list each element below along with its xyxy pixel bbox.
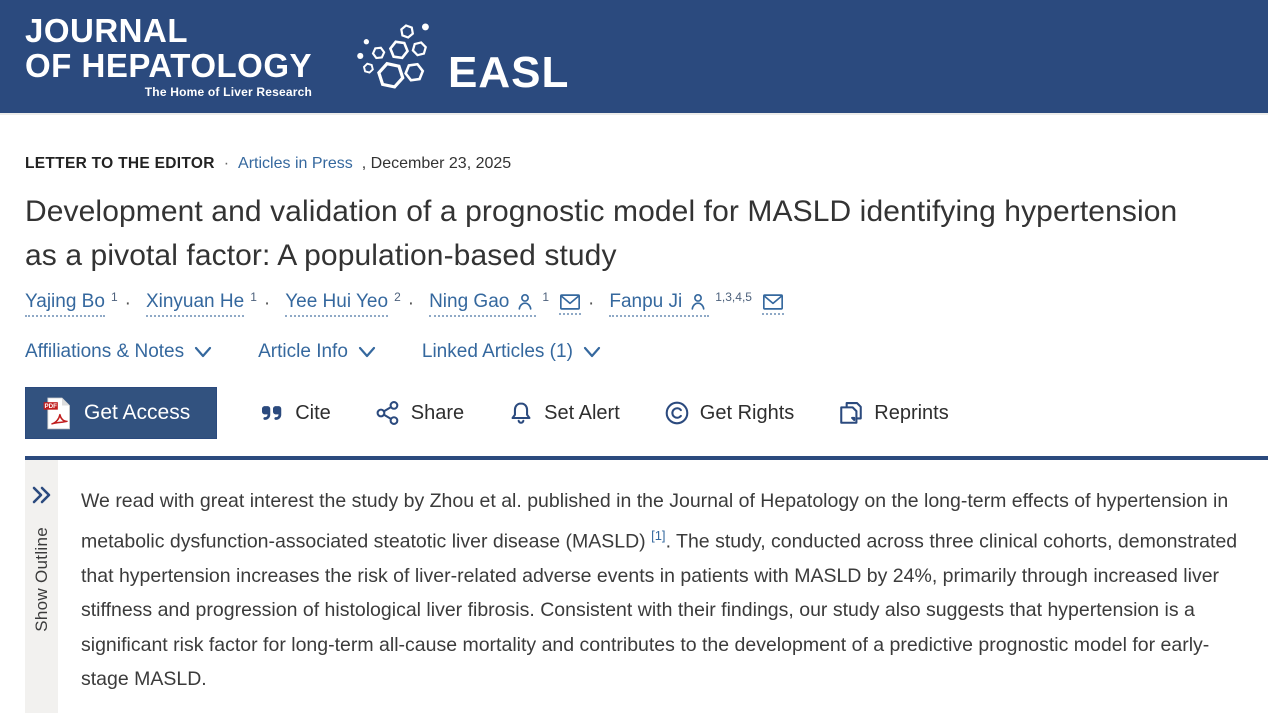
author-affiliation-sup: 1,3,4,5 bbox=[715, 290, 752, 304]
article-paragraph bbox=[81, 484, 1246, 713]
author-affiliation-sup: 1 bbox=[110, 290, 118, 304]
journal-logo[interactable] bbox=[25, 14, 312, 98]
action-toolbar bbox=[25, 387, 1268, 439]
citation-ref-link[interactable]: [1] bbox=[651, 527, 666, 543]
publication-date: , December 23, 2025 bbox=[361, 155, 512, 172]
author-link[interactable]: Ning Gao bbox=[429, 291, 536, 317]
author-link[interactable]: Fanpu Ji bbox=[609, 291, 709, 317]
author bbox=[285, 291, 423, 317]
chevron-down-icon bbox=[583, 346, 601, 358]
author-separator: · bbox=[407, 293, 415, 314]
linked-articles-toggle[interactable]: Linked Articles (1) bbox=[422, 341, 601, 363]
get-rights-button[interactable]: Get Rights bbox=[664, 400, 794, 426]
author bbox=[609, 291, 784, 317]
affiliations-notes-toggle[interactable]: Affiliations & Notes bbox=[25, 341, 212, 363]
easl-logo[interactable] bbox=[346, 11, 569, 103]
get-access-button[interactable]: PDF Get Access bbox=[25, 387, 217, 439]
envelope-icon bbox=[559, 293, 581, 311]
double-chevron-right-icon bbox=[30, 484, 54, 506]
author-link[interactable]: Xinyuan He bbox=[146, 291, 244, 317]
journal-title-line2: OF HEPATOLOGY bbox=[25, 46, 313, 84]
author-list bbox=[25, 291, 1268, 317]
easl-wordmark: EASL bbox=[448, 47, 570, 97]
author bbox=[25, 291, 140, 317]
paragraph-part2: . The study, conducted across three clinical cohorts, demonstrated that hypertension increases the risk of liver-related adverse events in patients with MASLD by 24%, primarily through increased liver stiffness and progression of histological liver fibrosis. Consistent with their findings, our study also suggests that hypertension is a significant risk factor for long-term all-cause mortality and contributes to the development of a predictive prognostic model for early-stage MASLD. bbox=[81, 530, 1238, 690]
article-meta bbox=[25, 155, 1268, 173]
author-affiliation-sup: 1 bbox=[542, 290, 550, 304]
pdf-icon bbox=[42, 395, 72, 431]
author-link[interactable]: Yajing Bo bbox=[25, 291, 105, 317]
article-type-label: LETTER TO THE EDITOR bbox=[25, 155, 215, 172]
author-affiliation-sup: 2 bbox=[394, 290, 401, 304]
author-separator: · bbox=[124, 293, 131, 314]
copyright-icon bbox=[664, 400, 690, 426]
author-affiliation-sup: 1 bbox=[250, 290, 257, 304]
article-body-area bbox=[25, 460, 1268, 713]
chevron-down-icon bbox=[358, 346, 376, 358]
journal-title-line1: JOURNAL bbox=[25, 12, 189, 50]
chevron-down-icon bbox=[194, 346, 212, 358]
easl-cells-icon bbox=[346, 17, 458, 101]
show-outline-label[interactable]: Show Outline bbox=[31, 527, 51, 632]
envelope-icon bbox=[762, 293, 784, 311]
meta-separator: · bbox=[223, 155, 230, 172]
author-separator: · bbox=[588, 293, 595, 314]
quote-icon bbox=[261, 402, 285, 424]
share-button[interactable]: Share bbox=[375, 400, 464, 426]
bell-icon bbox=[508, 400, 534, 426]
email-author-link[interactable] bbox=[762, 293, 784, 315]
svg-text:PDF: PDF bbox=[44, 403, 57, 411]
articles-in-press-link[interactable]: Articles in Press bbox=[238, 155, 353, 172]
journal-masthead bbox=[0, 0, 1268, 115]
person-icon bbox=[514, 291, 536, 313]
article-panels bbox=[25, 341, 1268, 363]
person-icon bbox=[687, 291, 709, 313]
copies-icon bbox=[838, 400, 864, 426]
set-alert-button[interactable]: Set Alert bbox=[508, 400, 620, 426]
show-outline-button[interactable] bbox=[30, 484, 54, 509]
paragraph-part1: We read with great interest the study by Zhou et al. published in the Journal of Hepatology on the long-term effects of hypertension in metabolic dysfunction-associated steatotic liver disease (MASLD) bbox=[81, 490, 1229, 552]
author-link[interactable]: Yee Hui Yeo bbox=[285, 291, 388, 317]
author bbox=[429, 291, 603, 317]
email-author-link[interactable] bbox=[559, 293, 581, 315]
author bbox=[146, 291, 279, 317]
share-icon bbox=[375, 400, 401, 426]
article-title: Development and validation of a prognostic model for MASLD identifying hypertension as a pivotal factor: A population-based study bbox=[25, 195, 1178, 272]
reprints-button[interactable]: Reprints bbox=[838, 400, 948, 426]
outline-sidebar bbox=[25, 460, 58, 713]
author-separator: · bbox=[263, 293, 271, 314]
cite-button[interactable]: Cite bbox=[261, 402, 331, 425]
article-info-toggle[interactable]: Article Info bbox=[258, 341, 376, 363]
journal-tagline: The Home of Liver Research bbox=[144, 85, 313, 100]
